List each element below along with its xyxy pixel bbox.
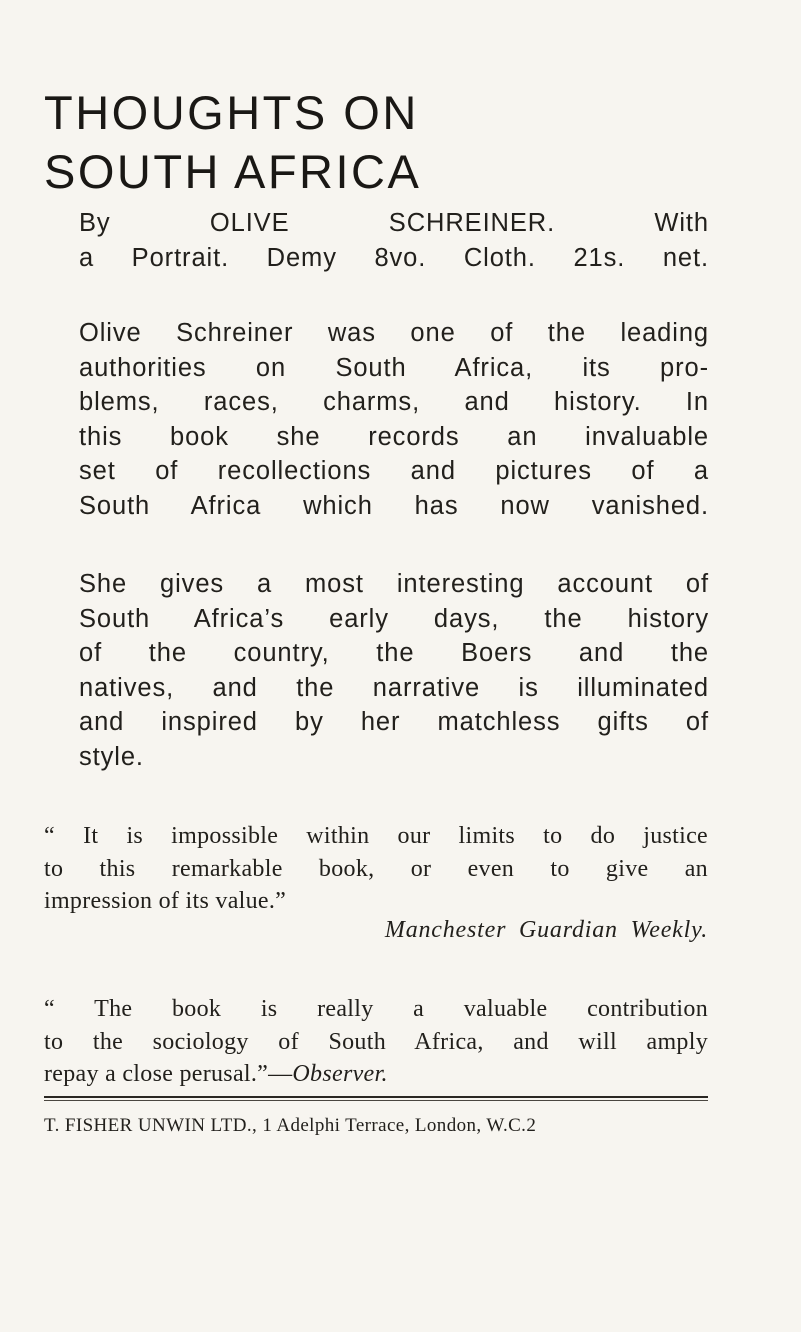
book-title-line-2: SOUTH AFRICA (44, 145, 422, 198)
byline-author: By OLIVE SCHREINER. With (79, 209, 709, 237)
footer-divider-thick (44, 1096, 708, 1098)
byline (79, 206, 709, 275)
review-quote-1 (44, 820, 708, 918)
description-line: authorities on South Africa, its pro- (79, 353, 709, 382)
quote-line-text: repay a close perusal.”— (44, 1061, 293, 1087)
description-line: South Africa which has now vanished. (79, 491, 709, 520)
quote-attribution-observer: Observer. (292, 1061, 388, 1087)
description-paragraph-1 (79, 316, 709, 523)
publisher-imprint: T. FISHER UNWIN LTD., 1 Adelphi Terrace, London, W.C.2 (44, 1115, 537, 1136)
quote-line: to this remarkable book, or even to give an (44, 855, 708, 882)
quote-line: “ It is impossible within our limits to do justice (44, 823, 708, 849)
description-line: Olive Schreiner was one of the leading (79, 319, 709, 347)
description-line: this book she records an invaluable (79, 422, 709, 451)
review-quote-2 (44, 993, 708, 1091)
description-line: style. (79, 742, 144, 771)
footer-divider-thin (44, 1100, 708, 1101)
description-line: of the country, the Boers and the (79, 639, 709, 667)
description-line: and inspired by her matchless gifts of (79, 708, 709, 736)
description-line: set of recollections and pictures of a (79, 457, 709, 485)
quote-line: “ The book is really a valuable contribution (44, 996, 708, 1022)
book-title-line-1: THOUGHTS ON (44, 86, 419, 139)
quote-attribution-manchester-guardian: Manchester Guardian Weekly. (384, 917, 708, 943)
description-line: She gives a most interesting account of (79, 570, 709, 598)
quote-last-line (44, 1058, 708, 1091)
description-line: South Africa’s early days, the history (79, 604, 709, 633)
description-paragraph-2 (79, 567, 709, 774)
quote-line: impression of its value.” (44, 888, 287, 914)
description-line: blems, races, charms, and history. In (79, 388, 709, 416)
quote-line: to the sociology of South Africa, and will amply (44, 1028, 708, 1055)
description-line: natives, and the narrative is illuminated (79, 673, 709, 702)
byline-edition: a Portrait. Demy 8vo. Cloth. 21s. net. (79, 243, 709, 272)
